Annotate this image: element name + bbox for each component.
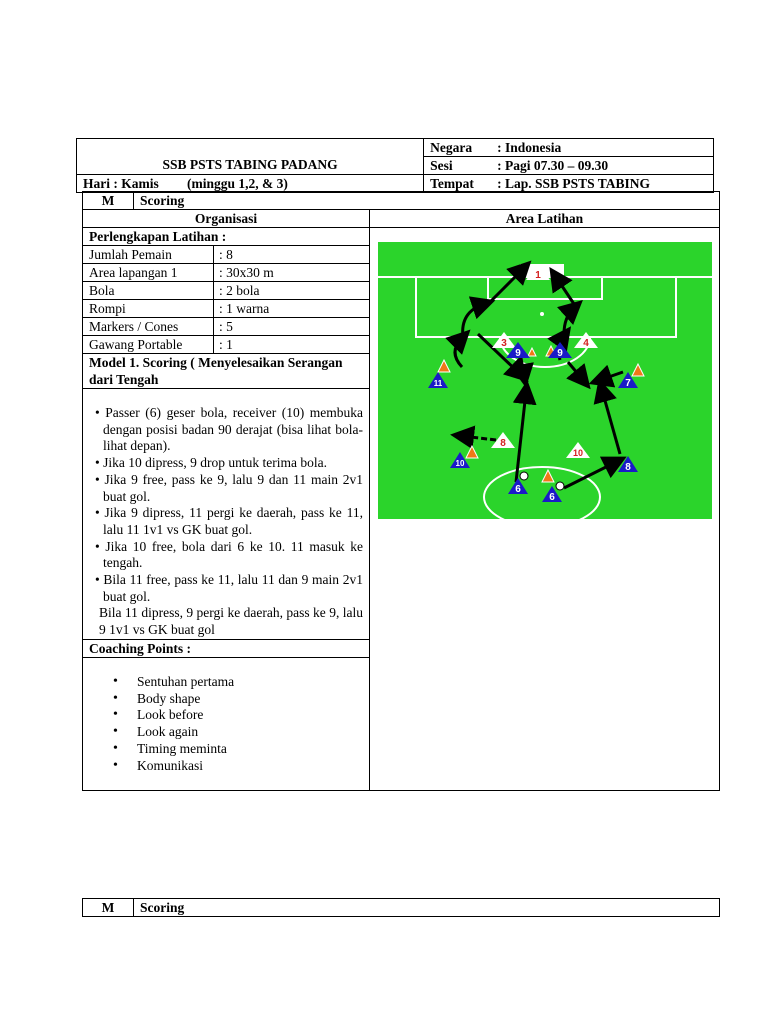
- model-title: Model 1. Scoring ( Menyelesaikan Serangan dari Tengah: [89, 355, 343, 387]
- bottom-title-table: [82, 898, 720, 917]
- session-code: M: [83, 192, 134, 209]
- bottom-title: Scoring: [140, 900, 185, 915]
- defender-label: 10: [572, 448, 584, 458]
- equipment-heading: Perlengkapan Latihan :: [83, 228, 369, 246]
- list-item: • Look again: [83, 724, 369, 741]
- sesi-label: Sesi: [424, 157, 492, 175]
- attacker-label: 11: [433, 379, 443, 388]
- negara-label: Negara: [424, 139, 492, 157]
- list-item: • Bila 11 free, pass ke 11, lalu 11 dan 9 main 2v1 buat gol.: [95, 572, 363, 604]
- bottom-title-row: [83, 899, 720, 917]
- equipment-row: Area lapangan 1 : 30x30 m: [83, 264, 369, 282]
- equipment-row: Rompi : 1 warna: [83, 300, 369, 318]
- defender-label: 8: [500, 438, 506, 449]
- model-extra: Bila 11 dipress, 9 pergi ke daerah, pass ke 9, lalu 9 1v1 vs GK buat gol: [99, 605, 363, 638]
- list-item: • Sentuhan pertama: [83, 674, 369, 691]
- ball-icon: [520, 472, 528, 480]
- ball-icon: [556, 482, 564, 490]
- equipment-row: Markers / Cones : 5: [83, 318, 369, 336]
- col-area-latihan: Area Latihan: [370, 210, 720, 228]
- model-bullets: [83, 405, 369, 605]
- attacker-label: 9: [557, 348, 563, 359]
- attacker-label: 10: [455, 459, 465, 468]
- list-item: • Look before: [83, 707, 369, 724]
- attacker-label: 6: [549, 492, 555, 503]
- equipment-row: Jumlah Pemain : 8: [83, 246, 369, 264]
- equipment-row: Bola : 2 bola: [83, 282, 369, 300]
- attacker-label: 6: [515, 484, 521, 495]
- sesi-value: : Pagi 07.30 – 09.30: [491, 157, 713, 175]
- list-item: • Komunikasi: [83, 758, 369, 775]
- session-title: Scoring: [140, 193, 185, 208]
- list-item: • Jika 10 dipress, 9 drop untuk terima bola.: [95, 455, 327, 471]
- list-item: • Jika 9 free, pass ke 9, lalu 9 dan 11 main 2v1 buat gol.: [95, 471, 363, 504]
- coaching-heading: Coaching Points :: [83, 639, 369, 657]
- list-item: • Jika 10 free, bola dari 6 ke 10. 11 masuk ke tengah.: [95, 538, 363, 571]
- col-organisasi: Organisasi: [83, 210, 370, 228]
- list-item: • Timing meminta: [83, 741, 369, 758]
- attacker-label: 9: [515, 348, 521, 359]
- organisasi-cell: [83, 228, 370, 791]
- list-item: • Jika 9 dipress, 11 pergi ke daerah, pass ke 11, lalu 11 1v1 vs GK buat gol.: [95, 505, 363, 537]
- model-body: [83, 388, 369, 639]
- session-title-row: [83, 192, 720, 210]
- negara-value: : Indonesia: [491, 139, 713, 157]
- defender-label: 1: [535, 270, 541, 281]
- defender-label: 3: [501, 338, 507, 349]
- attacker-label: 8: [625, 462, 631, 473]
- equipment-row: Gawang Portable : 1: [83, 336, 369, 354]
- tempat-value: : Lap. SSB PSTS TABING: [491, 175, 713, 193]
- club-name: SSB PSTS TABING PADANG: [77, 139, 424, 175]
- minggu-label: (minggu 1,2, & 3): [181, 175, 424, 193]
- tempat-label: Tempat: [424, 175, 492, 193]
- penalty-spot: [540, 312, 544, 316]
- list-item: • Passer (6) geser bola, receiver (10) membuka dengan posisi badan 90 derajat (bisa lihat bola-lihat depan).: [95, 405, 363, 454]
- defender-label: 4: [583, 338, 589, 349]
- hari-label: Hari : Kamis: [77, 175, 182, 193]
- header-table: [76, 138, 714, 193]
- coaching-body: [83, 657, 369, 790]
- bottom-code: M: [83, 899, 134, 916]
- coaching-list: [83, 674, 369, 775]
- training-field-diagram: [378, 242, 712, 521]
- list-item: • Body shape: [83, 691, 369, 708]
- attacker-label: 7: [625, 378, 631, 389]
